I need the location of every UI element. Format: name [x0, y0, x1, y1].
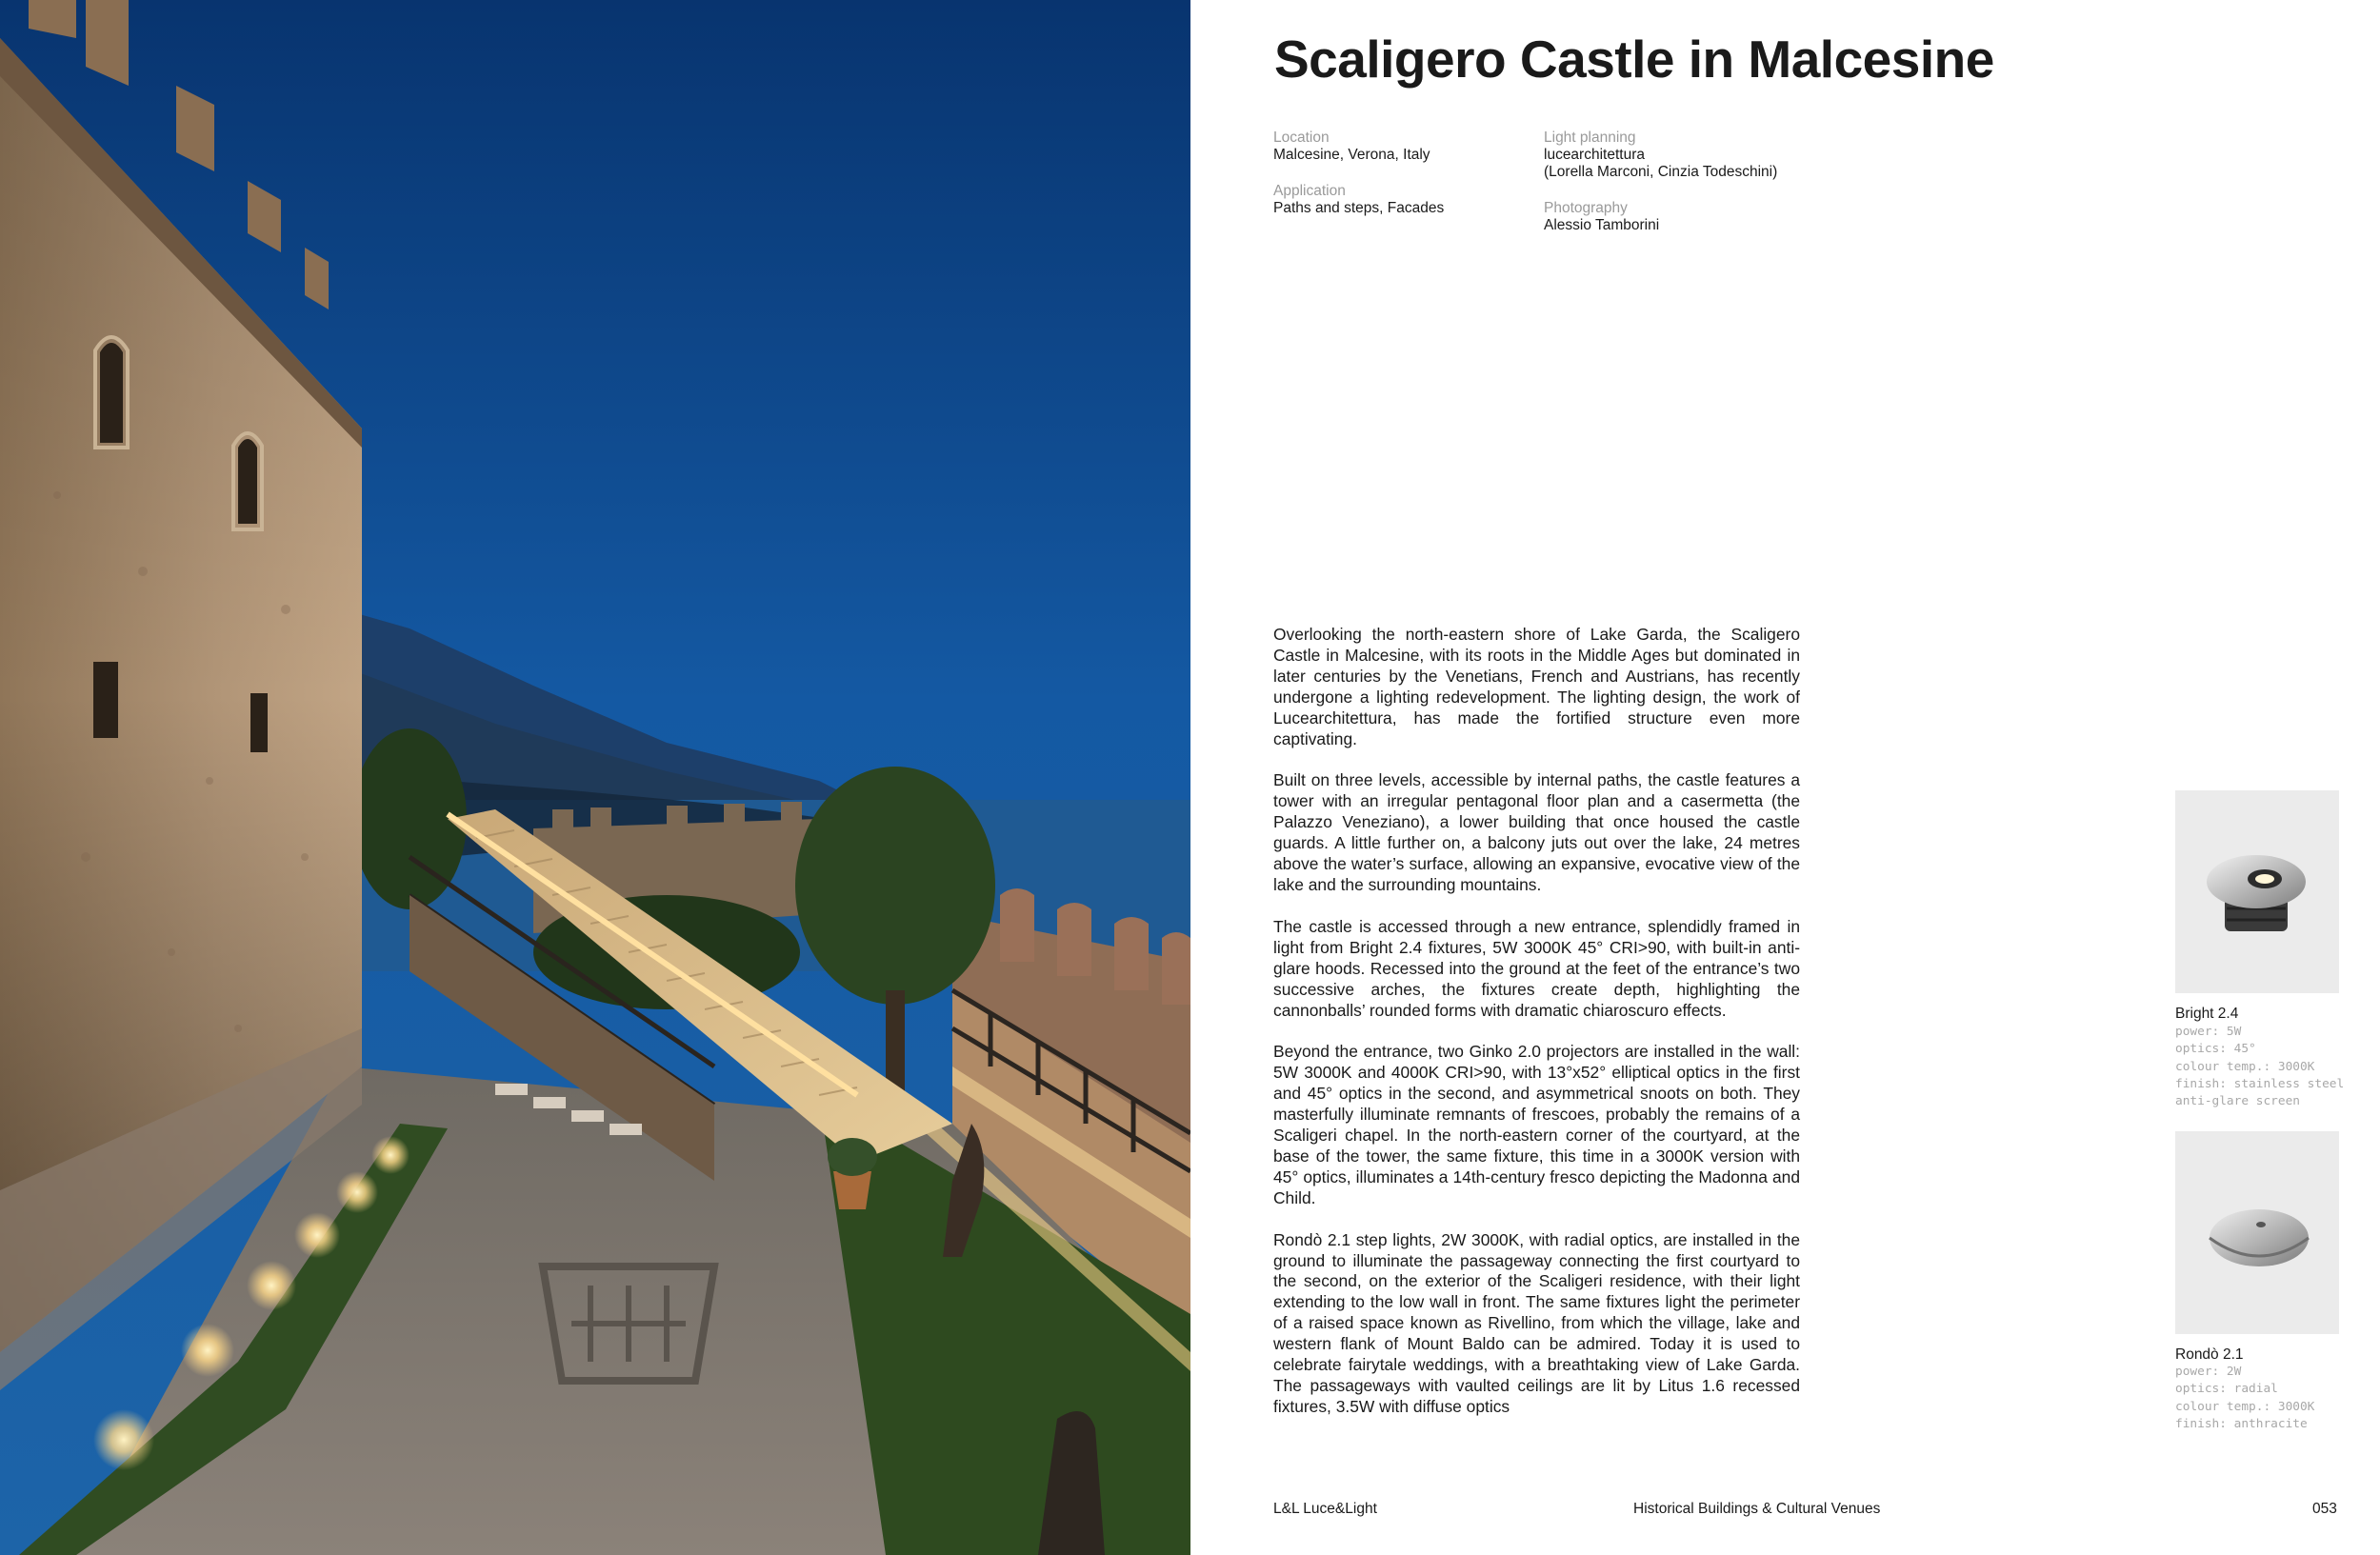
rondo-product-name: Rondò 2.1 [2175, 1346, 2244, 1363]
spec-line: power: 5W [2175, 1025, 2242, 1039]
light-planning-label: Light planning [1544, 130, 1636, 146]
meta-light-planning [1544, 130, 1777, 181]
article-body [1273, 625, 1800, 1439]
bright-fixture-icon [2175, 790, 2339, 993]
page-number: 053 [2312, 1501, 2337, 1517]
spec-line: colour temp.: 3000K [2175, 1059, 2315, 1074]
footer-section: Historical Buildings & Cultural Venues [1633, 1501, 1881, 1517]
rondo-specs [2175, 1364, 2314, 1433]
light-planning-value: lucearchitettura [1544, 147, 1645, 163]
light-planning-names: (Lorella Marconi, Cinzia Todeschini) [1544, 164, 1778, 180]
page-title: Scaligero Castle in Malcesine [1274, 30, 1994, 89]
meta-application [1273, 183, 1444, 217]
spec-line: finish: anthracite [2175, 1416, 2308, 1431]
application-value: Paths and steps, Facades [1273, 200, 1445, 216]
location-value: Malcesine, Verona, Italy [1273, 147, 1430, 163]
spec-line: optics: radial [2175, 1382, 2278, 1397]
rondo-fixture-icon [2175, 1131, 2339, 1334]
paragraph: Built on three levels, accessible by internal paths, the castle features a tower with an irregular pentagonal floor plan and a casermetta (the Palazzo Veneziano), a lower building that once housed the castle guards. A little further on, a balcony juts out over the lake, 24 metres above the water’s surface, allowing an expansive, evocative view of the lake and the surrounding mountains. [1273, 770, 1800, 894]
paragraph: Beyond the entrance, two Ginko 2.0 projectors are installed in the wall: 5W 3000K and 4000K CRI>90, with 13°x52° elliptical optics in the first and 45° optics in the second, and asymmetrical snoots on both. They masterfully illuminate remnants of frescoes, probably the remains of a Scaligeri chapel. In the north-eastern corner of the courtyard, at the base of the tower, the same fixture, this time in a 3000K version with 45° optics, illuminates a 14th-century fresco depicting the Madonna and Child. [1273, 1042, 1800, 1207]
location-label: Location [1273, 130, 1330, 146]
spec-line: finish: stainless steel [2175, 1076, 2345, 1091]
photography-value: Alessio Tamborini [1544, 217, 1660, 233]
meta-photography [1544, 200, 1659, 234]
footer-magazine-name: L&L Luce&Light [1273, 1501, 1377, 1517]
bright-product-image [2175, 790, 2339, 993]
spec-line: power: 2W [2175, 1365, 2242, 1379]
paragraph: Overlooking the north-eastern shore of Lake Garda, the Scaligero Castle in Malcesine, with its roots in the Middle Ages but dominated in later centuries by the Venetians, French and Austrians, has recently undergone a lighting redevelopment. The lighting design, the work of Lucearchitettura, has made the fortified structure even more captivating. [1273, 625, 1800, 748]
paragraph: Rondò 2.1 step lights, 2W 3000K, with radial optics, are installed in the ground to illuminate the passageway connecting the first courtyard to the second, on the exterior of the Scaligeri residence, with their light extending to the low wall in front. The same fixtures light the perimeter of a raised space known as Rivellino, from which the village, lake and western flank of Mount Baldo can be admired. Today it is used to celebrate fairytale weddings, with a breathtaking view of Lake Garda. The passageways with vaulted ceilings are lit by Litus 1.6 recessed fixtures, 3.5W with diffuse optics [1273, 1229, 1800, 1416]
application-label: Application [1273, 183, 1346, 199]
bright-product-name: Bright 2.4 [2175, 1006, 2239, 1022]
bright-specs [2175, 1024, 2344, 1110]
paragraph: The castle is accessed through a new entrance, splendidly framed in light from Bright 2.4 fixtures, 5W 3000K 45° CRI>90, with built-in anti-glare hoods. Recessed into the ground at the feet of the entrance’s two successive arches, the fixtures create depth, highlighting the cannonballs’ rounded forms with dramatic chiaroscuro effects. [1273, 916, 1800, 1020]
spec-line: colour temp.: 3000K [2175, 1399, 2315, 1414]
rondo-product-image [2175, 1131, 2339, 1334]
meta-location [1273, 130, 1430, 164]
photography-label: Photography [1544, 200, 1628, 216]
spec-line: anti-glare screen [2175, 1094, 2300, 1109]
spec-line: optics: 45° [2175, 1042, 2256, 1057]
